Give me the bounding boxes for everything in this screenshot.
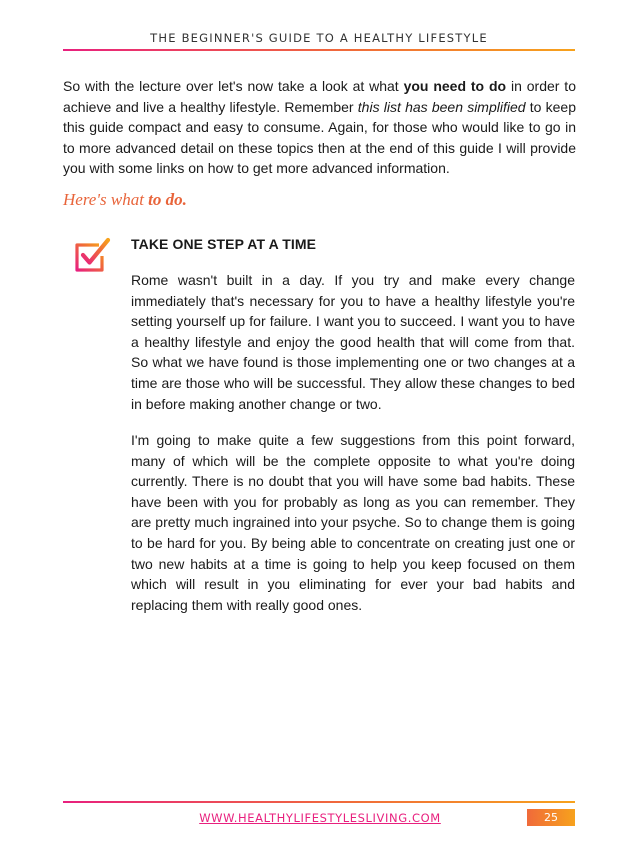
header-title: THE BEGINNER'S GUIDE TO A HEALTHY LIFESTYLE xyxy=(150,31,488,45)
section-heading xyxy=(63,190,187,210)
step-title: TAKE ONE STEP AT A TIME xyxy=(131,236,317,252)
section-heading-plain: Here's what xyxy=(63,190,149,209)
page-number-badge: 25 xyxy=(527,809,575,826)
footer-divider xyxy=(63,801,575,803)
header-divider xyxy=(63,49,575,51)
intro-text-1: So with the lecture over let's now take a look at what xyxy=(63,78,404,94)
intro-bold-phrase: you need to do xyxy=(403,78,507,94)
intro-text-3: to keep this guide compact and easy to consume. Again, for those who would like to go in to more advanced detail on these topics then at the end of this guide I will provide you with some links on how to get more advanced information. xyxy=(63,98,576,177)
step-paragraph-1: Rome wasn't built in a day. If you try and make every change immediately that's necessary for you to have a healthy lifestyle you're setting yourself up for failure. I want you to succeed. I want you to have a healthy lifestyle and enjoy the good health that will come from that. So what we have found is those implementing one or two changes at a time are those who will be successful. They allow these changes to bed in before making another change or two. xyxy=(131,272,575,412)
intro-paragraph xyxy=(63,76,576,179)
section-heading-bold: to do. xyxy=(148,190,187,209)
website-link[interactable]: WWW.HEALTHYLIFESTYLESLIVING.COM xyxy=(199,811,441,825)
checkbox-check-icon xyxy=(73,236,111,274)
intro-text-2: in order to achieve and live a healthy lifestyle. Remember xyxy=(63,78,576,115)
intro-italic-phrase: this list has been simplified xyxy=(357,98,526,115)
step-paragraph-2: I'm going to make quite a few suggestions from this point forward, many of which will be the complete opposite to what you're doing currently. There is no doubt that you will have some bad habits. These have been with you for probably as long as you can remember. They are pretty much ingrained into your psyche. So to change them is going to be hard for you. By being able to concentrate on creating just one or two new habits at a time is going to help you keep focused on them which will result in you eliminating for ever your bad habits and replacing them with really good ones. xyxy=(131,432,575,613)
